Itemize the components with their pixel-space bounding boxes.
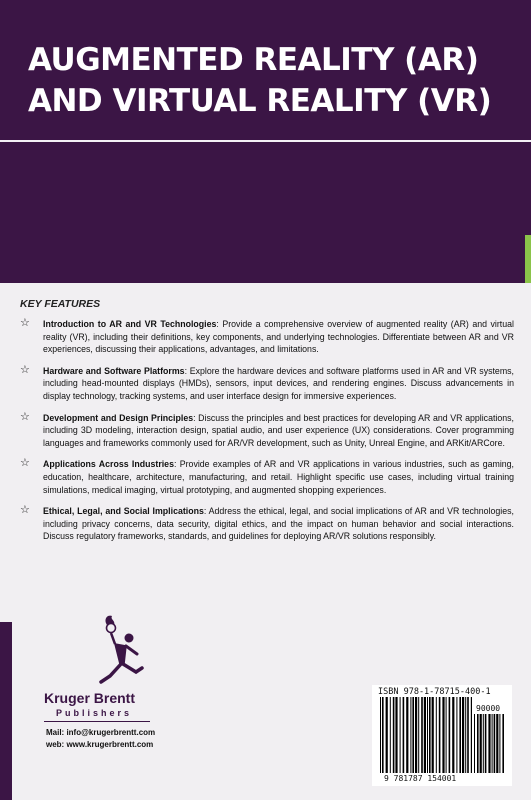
- torch-runner-icon: [96, 614, 150, 690]
- star-bullet-icon: ☆: [20, 457, 30, 470]
- feature-title: Development and Design Principles: [43, 412, 194, 423]
- barcode-number: 9 781787 154001: [384, 774, 457, 783]
- key-features-heading: KEY FEATURES: [20, 298, 101, 310]
- feature-item: [20, 412, 514, 450]
- isbn-label: ISBN 978-1-78715-400-1: [378, 687, 491, 697]
- feature-title: Hardware and Software Platforms: [43, 365, 185, 376]
- barcode-main-bars: [380, 697, 472, 773]
- book-title-line-1: AUGMENTED REALITY (AR): [28, 42, 479, 78]
- feature-title: Ethical, Legal, and Social Implications: [43, 506, 204, 517]
- key-features-section: [20, 298, 514, 552]
- title-divider: [0, 140, 531, 142]
- publisher-subtitle: Publishers: [56, 708, 133, 718]
- barcode-addon-bars: [474, 714, 506, 773]
- publisher-name: Kruger Brentt: [44, 690, 136, 706]
- feature-item: [20, 318, 514, 356]
- feature-item: [20, 458, 514, 496]
- feature-item: [20, 365, 514, 403]
- feature-text: : Discuss the principles and best practices for developing AR and VR applications, including 3D modeling, interaction design, spatial audio, and user experience (UX) considerations. Cover programming languages and frameworks commonly used for AR/VR development, such as Unity, Unreal Engine, and ARKit/ARCore.: [43, 412, 514, 448]
- accent-strip: [525, 235, 531, 283]
- publisher-mail[interactable]: Mail: info@krugerbrentt.com: [46, 728, 156, 737]
- feature-title: Applications Across Industries: [43, 459, 174, 470]
- feature-text: : Provide examples of AR and VR applications in various industries, such as gaming, education, healthcare, architecture, manufacturing, and retail. Highlight specific use cases, including virtual training simulations, medical imaging, virtual prototyping, and augmented shopping experiences.: [43, 459, 514, 495]
- left-color-strip: [0, 622, 12, 800]
- feature-text: : Provide a comprehensive overview of augmented reality (AR) and virtual reality (VR), including their definitions, key components, and underlying technologies. Differentiate between AR and VR experiences, discussing their applications, advantages, and limitations.: [43, 319, 514, 355]
- feature-item: [20, 505, 514, 543]
- star-bullet-icon: ☆: [20, 504, 30, 517]
- logo-underline: [44, 721, 150, 722]
- star-bullet-icon: ☆: [20, 363, 30, 376]
- book-title: [28, 40, 508, 122]
- star-bullet-icon: ☆: [20, 410, 30, 423]
- feature-title: Introduction to AR and VR Technologies: [43, 319, 217, 329]
- isbn-barcode: [372, 685, 512, 786]
- publisher-web[interactable]: web: www.krugerbrentt.com: [46, 740, 154, 749]
- star-bullet-icon: ☆: [20, 317, 30, 329]
- feature-text: : Explore the hardware devices and software platforms used in AR and VR systems, including head-mounted displays (HMDs), sensors, input devices, and rendering engines. Discuss advancements in display technology, tracking systems, and user interface design for immersive experiences.: [43, 365, 514, 401]
- book-title-line-2: AND VIRTUAL REALITY (VR): [28, 83, 492, 119]
- feature-text: : Address the ethical, legal, and social implications of AR and VR technologies, including privacy concerns, data security, digital ethics, and the impact on human behavior and social interactions. Discuss regulatory frameworks, standards, and guidelines for deploying AR/VR solutions responsibly.: [43, 506, 514, 542]
- price-code: 90000: [476, 704, 501, 713]
